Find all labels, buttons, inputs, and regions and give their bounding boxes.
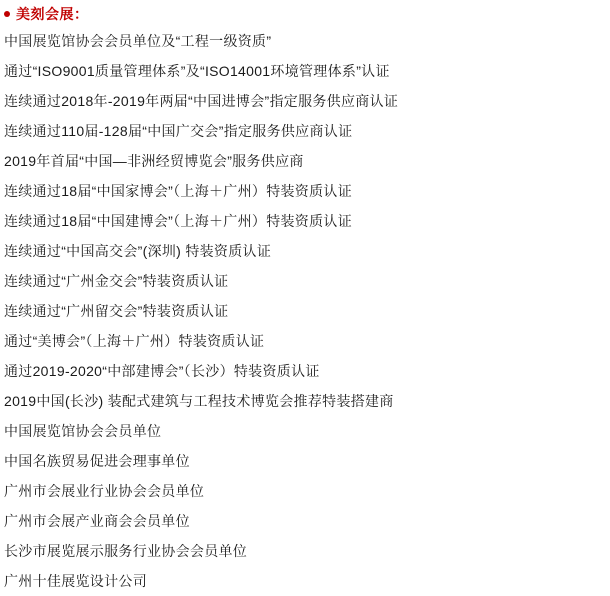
list-item: 连续通过2018年-2019年两届“中国进博会”指定服务供应商认证 <box>4 93 399 109</box>
list-item: 通过“ISO9001质量管理体系”及“ISO14001环境管理体系”认证 <box>4 63 390 79</box>
credentials-list <box>0 26 610 596</box>
list-item: 中国展览馆协会会员单位 <box>4 423 162 439</box>
list-item: 连续通过“中国高交会”(深圳) 特装资质认证 <box>4 243 272 259</box>
list-item: 长沙市展览展示服务行业协会会员单位 <box>4 543 248 559</box>
list-item: 连续通过18届“中国建博会”（上海＋广州）特装资质认证 <box>4 213 352 229</box>
list-item: 通过2019-2020“中部建博会”（长沙）特装资质认证 <box>4 363 320 379</box>
list-item: 广州市会展产业商会会员单位 <box>4 513 190 529</box>
list-item: 广州市会展业行业协会会员单位 <box>4 483 205 499</box>
section-heading-label: 美刻会展： <box>16 5 89 22</box>
list-item: 中国名族贸易促进会理事单位 <box>4 453 190 469</box>
bullet-icon <box>4 11 10 17</box>
list-item: 通过“美博会”（上海＋广州）特装资质认证 <box>4 333 265 349</box>
list-item: 连续通过18届“中国家博会”（上海＋广州）特装资质认证 <box>4 183 352 199</box>
list-item: 连续通过“广州金交会”特装资质认证 <box>4 273 229 289</box>
list-item: 广州十佳展览设计公司 <box>4 573 147 589</box>
list-item: 连续通过“广州留交会”特装资质认证 <box>4 303 229 319</box>
list-item: 连续通过110届-128届“中国广交会”指定服务供应商认证 <box>4 123 353 139</box>
list-item: 2019年首届“中国—非洲经贸博览会”服务供应商 <box>4 153 304 169</box>
list-item: 中国展览馆协会会员单位及“工程一级资质” <box>4 33 272 49</box>
list-item: 2019中国(长沙) 装配式建筑与工程技术博览会推荐特装搭建商 <box>4 393 394 409</box>
section-heading <box>0 4 610 26</box>
